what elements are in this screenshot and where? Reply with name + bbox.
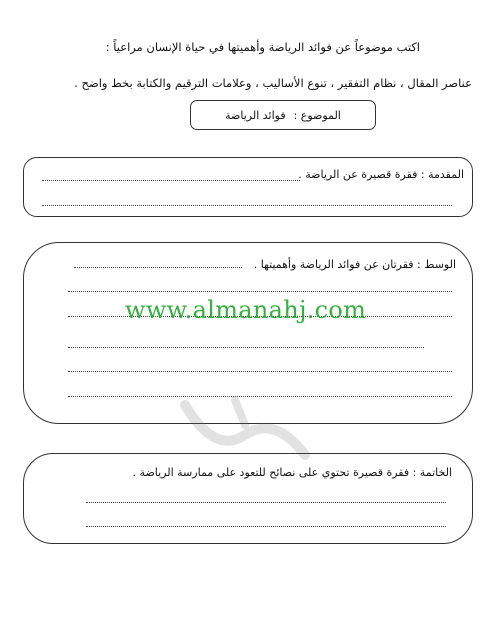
instruction-line-1: اكتب موضوعاً عن فوائد الرياضة وأهميتها في حياة الإنسان مراعياً : xyxy=(105,40,420,54)
conclusion-line-1[interactable] xyxy=(86,502,446,503)
intro-section xyxy=(23,157,473,217)
instruction-line-2: عناصر المقال ، نظام التفقير ، تنوع الأساليب ، وعلامات الترقيم والكتابة بخط واضح . xyxy=(74,76,472,90)
intro-line-2[interactable] xyxy=(42,205,452,206)
watermark-text: www.almanahj.com xyxy=(125,296,367,324)
topic-box xyxy=(190,100,376,130)
topic-value: فوائد الرياضة xyxy=(225,108,286,122)
intro-heading: المقدمة : فقرة قصيرة عن الرياضة . xyxy=(298,168,464,181)
conclusion-line-2[interactable] xyxy=(86,526,446,527)
body-line-2[interactable] xyxy=(68,291,452,292)
body-line-4[interactable] xyxy=(68,347,424,348)
intro-line-1[interactable] xyxy=(42,180,300,181)
conclusion-heading: الخاتمة : فقرة قصيرة تحتوي على نصائح للتعود على ممارسة الرياضة . xyxy=(132,466,452,479)
intro-heading-row xyxy=(298,168,464,181)
conclusion-section xyxy=(23,453,473,544)
watermark-graphic-icon xyxy=(175,395,315,465)
body-line-1[interactable] xyxy=(74,267,242,268)
body-line-5[interactable] xyxy=(68,371,452,372)
topic-label: الموضوع : xyxy=(293,108,341,122)
body-heading-row xyxy=(254,258,456,271)
conclusion-heading-row xyxy=(133,466,452,479)
body-heading: الوسط : فقرتان عن فوائد الرياضة وأهميتها . xyxy=(253,258,456,271)
